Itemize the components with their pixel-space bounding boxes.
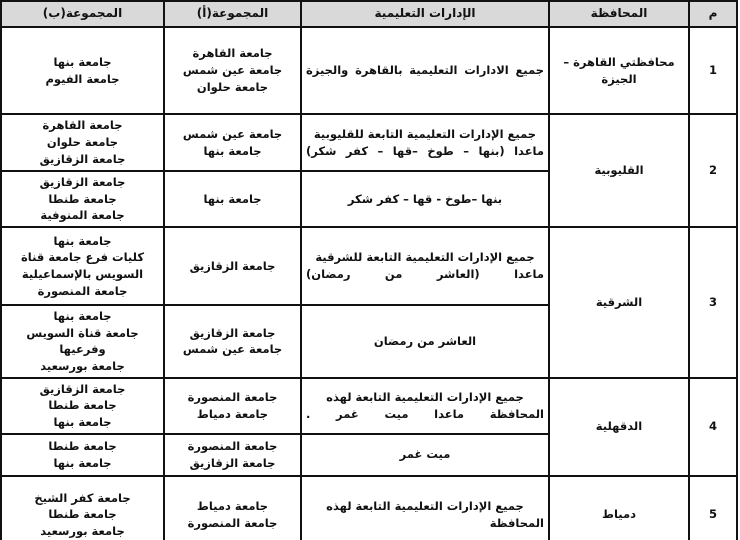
university-line: جامعة المنصورة [187, 515, 278, 530]
administrations-cell: جميع الادارات التعليمية بالقاهرة والجيزة [301, 27, 549, 114]
table-row [1, 378, 737, 434]
university-line: جامعة الفيوم [45, 71, 120, 86]
administrations-cell: العاشر من رمضان [301, 305, 549, 378]
university-line: جامعة القاهرة [192, 46, 273, 61]
university-line: جامعة القاهرة [42, 118, 123, 133]
university-line: جامعة المنصورة [187, 439, 278, 454]
university-line: جامعة عين شمس جامعة بنها [182, 126, 283, 158]
group-a-cell [164, 378, 301, 434]
governorate-cell: الشرقية [549, 227, 689, 378]
row-index-cell: 3 [689, 227, 737, 378]
group-b-cell [1, 378, 164, 434]
university-line: جامعة بنها [203, 191, 262, 206]
group-a-cell [164, 171, 301, 227]
column-header-governorate: المحافظة [549, 1, 689, 27]
table-body [1, 27, 737, 540]
university-line: جامعة حلوان [46, 135, 119, 150]
row-index-cell: 2 [689, 114, 737, 227]
governorate-cell: محافظتي القاهرة – الجيزة [549, 27, 689, 114]
group-b-cell [1, 305, 164, 378]
university-line: جامعة الزقازيق [39, 151, 126, 166]
row-index-cell: 1 [689, 27, 737, 114]
group-b-cell [1, 227, 164, 305]
university-line: جامعة عين شمس [182, 342, 283, 357]
governorate-cell: القليوبية [549, 114, 689, 227]
table-row [1, 27, 737, 114]
university-line: كليات فرع جامعة قناة السويس بالإسماعيلية [20, 250, 145, 282]
group-a-cell [164, 434, 301, 476]
group-a-cell [164, 114, 301, 171]
administrations-cell: ميت غمر [301, 434, 549, 476]
university-line: جامعة بورسعيد [40, 359, 125, 374]
university-line: جامعة طنطا [48, 191, 117, 206]
university-line: جامعة الزقازيق [39, 381, 126, 396]
group-b-cell [1, 114, 164, 171]
university-line: جامعة بورسعيد [40, 524, 125, 539]
university-line: جامعة بنها [53, 309, 112, 324]
governorate-cell: الدقهلية [549, 378, 689, 476]
table-header [1, 1, 737, 27]
university-line: جامعة بنها [53, 54, 112, 69]
university-line: جامعة حلوان [196, 79, 269, 94]
column-header-num: م [689, 1, 737, 27]
university-line: جامعة الزقازيق [189, 258, 276, 273]
group-b-cell [1, 476, 164, 540]
group-a-cell [164, 305, 301, 378]
row-index-cell: 4 [689, 378, 737, 476]
group-b-cell [1, 434, 164, 476]
university-line: جامعة بنها [53, 233, 112, 248]
university-line: جامعة المنوفية [40, 208, 125, 223]
table-row [1, 114, 737, 171]
group-a-cell [164, 227, 301, 305]
university-line: جامعة الزقازيق [189, 455, 276, 470]
university-line: جامعة عين شمس [182, 63, 283, 78]
group-a-cell [164, 27, 301, 114]
group-a-cell [164, 476, 301, 540]
row-index-cell: 5 [689, 476, 737, 540]
university-line: جامعة طنطا [48, 398, 117, 413]
group-b-cell [1, 171, 164, 227]
administrations-cell: جميع الإدارات التعليمية التابعة للقليوبية ماعدا (بنها – طوخ –قها – كفر شكر) [301, 114, 549, 171]
administrations-cell: جميع الإدارات التعليمية التابعة لهذه المحافظة [301, 476, 549, 540]
university-line: جامعة الزقازيق [39, 175, 126, 189]
university-line: جامعة الزقازيق [189, 325, 276, 340]
administrations-cell: جميع الإدارات التعليمية التابعة للشرقية ماعدا (العاشر من رمضان) [301, 227, 549, 305]
table-row [1, 227, 737, 305]
university-line: جامعة قناة السويس وفرعيها [26, 325, 139, 357]
administrations-cell: بنها –طوخ - قها – كفر شكر [301, 171, 549, 227]
column-header-group-b: المجموعة(ب) [1, 1, 164, 27]
table-row [1, 476, 737, 540]
university-line: جامعة بنها [53, 455, 112, 470]
column-header-group-a: المجموعة(أ) [164, 1, 301, 27]
university-line: جامعة طنطا [48, 507, 117, 522]
column-header-administrations: الإدارات التعليمية [301, 1, 549, 27]
university-line: جامعة بنها [53, 415, 112, 430]
group-b-cell [1, 27, 164, 114]
university-line: جامعة المنصورة [187, 390, 278, 405]
header-row [1, 1, 737, 27]
university-line: جامعة طنطا [48, 439, 117, 454]
administrations-cell: جميع الإدارات التعليمية التابعة لهذه المحافظة ماعدا ميت غمر . [301, 378, 549, 434]
governorate-cell: دمياط [549, 476, 689, 540]
university-line: جامعة دمياط [196, 406, 269, 421]
university-line: جامعة المنصورة [37, 283, 128, 298]
university-line: جامعة كفر الشيخ [34, 490, 131, 505]
university-line: جامعة دمياط [196, 499, 269, 514]
